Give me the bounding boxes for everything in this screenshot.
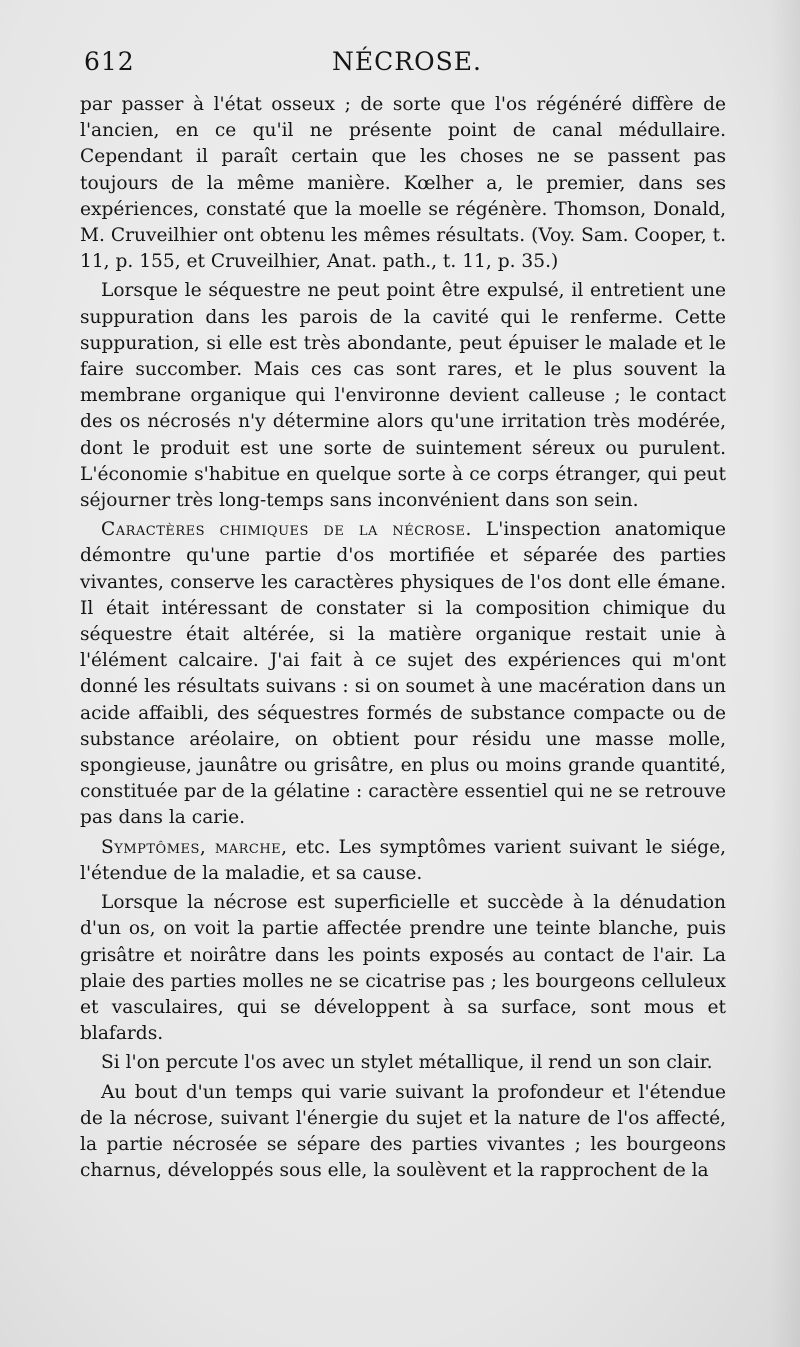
paragraph-symptomes-text: etc. Les symptômes varient suivant le siége, l'étendue de la maladie, et sa cause. bbox=[80, 836, 726, 884]
section-heading-caracteres-chimiques: Caractères chimiques de la nécrose. bbox=[101, 519, 472, 541]
paragraph-percussion: Si l'on percute l'os avec un stylet métallique, il rend un son clair. bbox=[101, 1052, 713, 1074]
section-heading-symptomes: Symptômes, marche, bbox=[101, 836, 288, 858]
page-edge-shadow bbox=[770, 0, 800, 1347]
paragraph-caracteres-chimiques bbox=[80, 517, 726, 831]
paragraph-superficielle: Lorsque la nécrose est superficielle et succède à la dénudation d'un os, on voit la partie affectée prendre une teinte blanche, puis grisâtre et noirâtre dans les points exposés au contact de l'air. La plaie des parties molles ne se cicatrise pas ; les bourgeons celluleux et vasculaires, qui se développent à sa surface, sont mous et blafards. bbox=[80, 892, 726, 1045]
paragraph-separation: Au bout d'un temps qui varie suivant la profondeur et l'étendue de la nécrose, suivant l'énergie du sujet et la nature de l'os affecté, la partie nécrosée se sépare des parties vivantes ; les bourgeons charnus, développés sous elle, la soulèvent et la rapprochent de la bbox=[80, 1081, 726, 1182]
page-header bbox=[84, 44, 730, 80]
paragraph-continuation: par passer à l'état osseux ; de sorte que l'os régénéré diffère de l'ancien, en ce qu'il ne présente point de canal médullaire. Cependant il paraît certain que les choses ne se passent pas toujours de la même manière. Kœlher a, le premier, dans ses expériences, constaté que la moelle se régénère. Thomson, Donald, M. Cruveilhier ont obtenu les mêmes résultats. (Voy. Sam. Cooper, t. 11, p. 155, et Cruveilhier, Anat. path., t. 11, p. 35.) bbox=[80, 94, 726, 273]
paragraph-symptomes bbox=[80, 835, 726, 887]
page-number: 612 bbox=[84, 47, 135, 76]
running-title: NÉCROSE. bbox=[332, 47, 482, 76]
paragraph-sequestre: Lorsque le séquestre ne peut point être expulsé, il entretient une suppuration dans les parois de la cavité qui le renferme. Cette suppuration, si elle est très abondante, peut épuiser le malade et le faire succomber. Mais ces cas sont rares, et le plus souvent la membrane organique qui l'environne devient calleuse ; le contact des os nécrosés n'y détermine alors qu'une irritation très modérée, dont le produit est une sorte de suintement séreux ou purulent. L'économie s'habitue en quelque sorte à ce corps étranger, qui peut séjourner très long-temps sans inconvénient dans son sein. bbox=[80, 280, 726, 512]
body-text bbox=[80, 92, 726, 1184]
paragraph-caracteres-text: L'inspection anatomique démontre qu'une partie d'os mortifiée et séparée des parties vivantes, conserve les caractères physiques de l'os dont elle émane. Il était intéressant de constater si la composition chimique du séquestre était altérée, si la matière organique restait unie à l'élément calcaire. J'ai fait à ce sujet des expériences qui m'ont donné les résultats suivans : si on soumet à une macération dans un acide affaibli, des séquestres formés de substance compacte ou de substance aréolaire, on obtient pour résidu une masse molle, spongieuse, jaunâtre ou grisâtre, en plus ou moins grande quantité, constituée par de la gélatine : caractère essentiel qui ne se retrouve pas dans la carie. bbox=[80, 519, 726, 829]
